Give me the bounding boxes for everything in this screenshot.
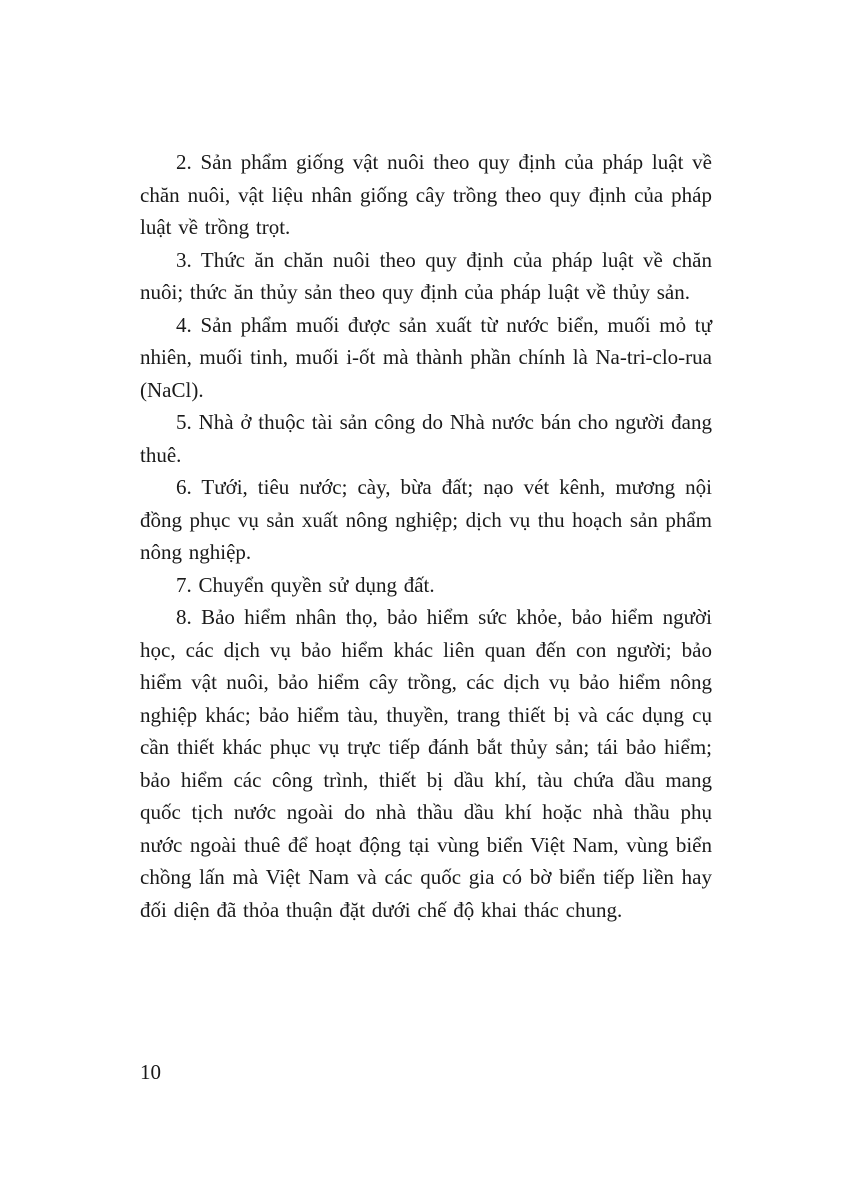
paragraph-item-5: 5. Nhà ở thuộc tài sản công do Nhà nước bán cho người đang thuê. bbox=[140, 410, 712, 467]
page-number: 10 bbox=[140, 1060, 161, 1084]
paragraph-item-8: 8. Bảo hiểm nhân thọ, bảo hiểm sức khỏe, bảo hiểm người học, các dịch vụ bảo hiểm khác liên quan đến con người; bảo hiểm vật nuôi, bảo hiểm cây trồng, các dịch vụ bảo hiểm nông nghiệp khác; bảo hiểm tàu, thuyền, trang thiết bị và các dụng cụ cần thiết khác phục vụ trực tiếp đánh bắt thủy sản; tái bảo hiểm; bảo hiểm các công trình, thiết bị dầu khí, tàu chứa dầu mang quốc tịch nước ngoài do nhà thầu dầu khí hoặc nhà thầu phụ nước ngoài thuê để hoạt động tại vùng biển Việt Nam, vùng biển chồng lấn mà Việt Nam và các quốc gia có bờ biển tiếp liền hay đối diện đã thỏa thuận đặt dưới chế độ khai thác chung. bbox=[140, 605, 712, 922]
body-text bbox=[140, 146, 712, 926]
paragraph-item-2: 2. Sản phẩm giống vật nuôi theo quy định của pháp luật về chăn nuôi, vật liệu nhân giống cây trồng theo quy định của pháp luật về trồng trọt. bbox=[140, 150, 712, 239]
paragraph-item-3: 3. Thức ăn chăn nuôi theo quy định của pháp luật về chăn nuôi; thức ăn thủy sản theo quy định của pháp luật về thủy sản. bbox=[140, 247, 712, 304]
paragraph-item-7: 7. Chuyển quyền sử dụng đất. bbox=[176, 572, 435, 597]
paragraph-item-4: 4. Sản phẩm muối được sản xuất từ nước biển, muối mỏ tự nhiên, muối tinh, muối i-ốt mà thành phần chính là Na-tri-clo-rua (NaCl). bbox=[140, 312, 712, 402]
paragraph-item-6: 6. Tưới, tiêu nước; cày, bừa đất; nạo vét kênh, mương nội đồng phục vụ sản xuất nông nghiệp; dịch vụ thu hoạch sản phẩm nông nghiệp. bbox=[140, 475, 712, 564]
